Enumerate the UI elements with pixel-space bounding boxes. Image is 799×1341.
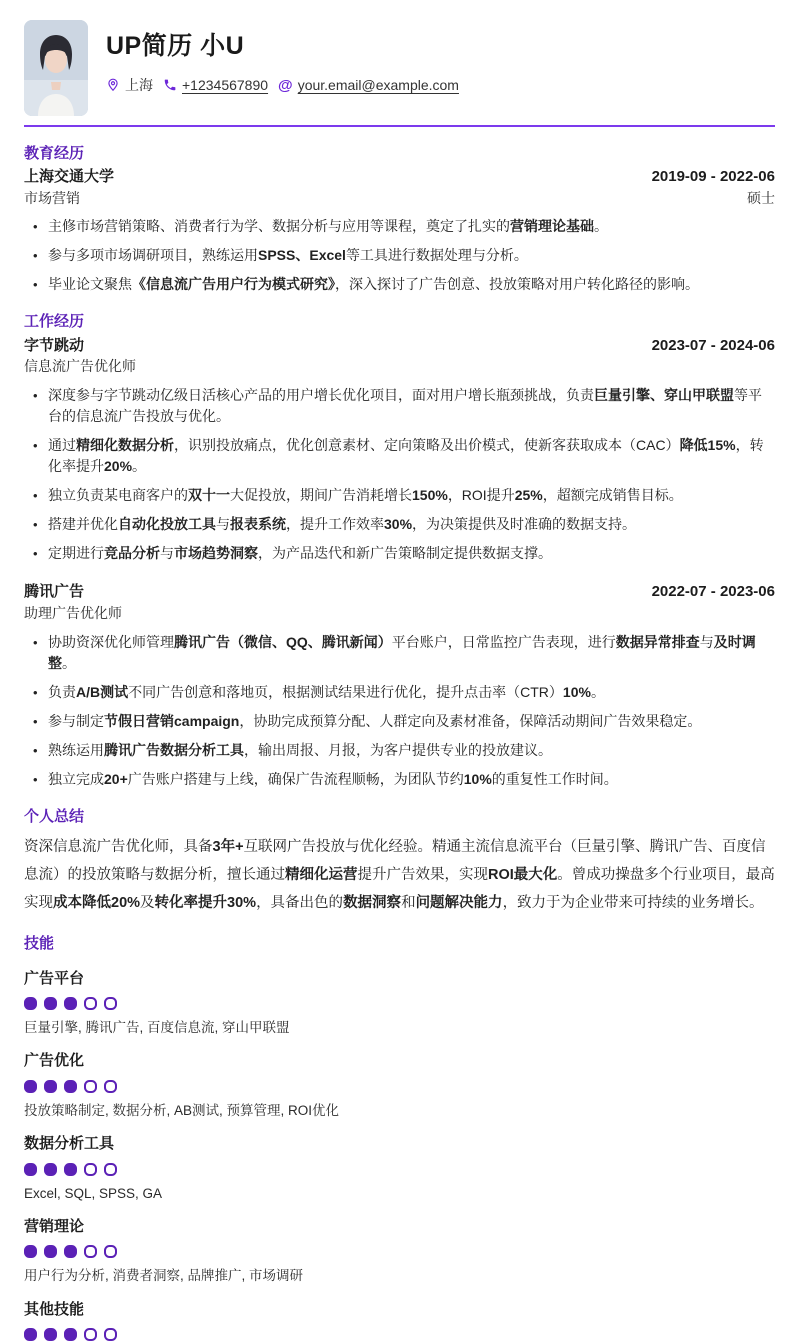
education-degree: 硕士 (747, 189, 775, 206)
skill-name: 数据分析工具 (24, 1135, 115, 1153)
phone-link[interactable]: +1234567890 (182, 77, 269, 93)
skill-dot-filled (64, 1245, 77, 1258)
education-bullets (24, 216, 775, 295)
experience-entry-bytedance (24, 336, 775, 564)
skill-level-dots (24, 1328, 775, 1341)
skill-dot-filled (64, 1328, 77, 1341)
bullet-item: • 负责A/B测试不同广告创意和落地页，根据测试结果进行优化，提升点击率（CTR）10%。 (24, 682, 775, 703)
skill-dot-filled (44, 1163, 57, 1176)
profile-photo-image (24, 20, 88, 116)
skill-dot-filled (24, 1245, 37, 1258)
skill-dot-empty (84, 1328, 97, 1341)
skill-level-dots (24, 1163, 775, 1176)
job-role: 信息流广告优化师 (24, 358, 136, 375)
bullet-item: • 独立负责某电商客户的双十一大促投放，期间广告消耗增长150%，ROI提升25%，超额完成销售目标。 (24, 485, 775, 506)
job-bullets (24, 632, 775, 790)
skill-dot-filled (64, 1163, 77, 1176)
bullet-item: • 毕业论文聚焦《信息流广告用户行为模式研究》，深入探讨了广告创意、投放策略对用户转化路径的影响。 (24, 274, 775, 295)
skill-dot-empty (104, 1328, 117, 1341)
skill-dot-filled (24, 1328, 37, 1341)
experience-section-title: 工作经历 (24, 313, 85, 331)
skill-level-dots (24, 1245, 775, 1258)
header-divider (24, 125, 775, 127)
job-role: 助理广告优化师 (24, 604, 122, 621)
skill-name: 其他技能 (24, 1300, 85, 1318)
skill-keywords: 用户行为分析, 消费者洞察, 品牌推广, 市场调研 (24, 1268, 304, 1284)
bullet-item: • 搭建并优化自动化投放工具与报表系统，提升工作效率30%，为决策提供及时准确的数据支持。 (24, 514, 775, 535)
job-bullets (24, 385, 775, 564)
education-section (24, 144, 775, 296)
job-date: 2023-07 - 2024-06 (651, 336, 775, 354)
experience-entry-tencent (24, 582, 775, 789)
skill-dot-filled (24, 1080, 37, 1093)
skills-section (24, 934, 775, 1341)
phone-item (163, 77, 268, 93)
skill-dot-empty (104, 1080, 117, 1093)
skill-dot-filled (24, 997, 37, 1010)
skill-dot-filled (24, 1163, 37, 1176)
bullet-item: • 参与多项市场调研项目，熟练运用SPSS、Excel等工具进行数据处理与分析。 (24, 245, 775, 266)
skill-dot-empty (84, 1163, 97, 1176)
company-name: 腾讯广告 (24, 583, 85, 601)
location-pin-icon (106, 78, 120, 92)
skill-name: 广告平台 (24, 969, 85, 987)
job-date: 2022-07 - 2023-06 (651, 583, 775, 601)
header (24, 20, 775, 116)
email-item (278, 77, 459, 93)
bullet-item: • 熟练运用腾讯广告数据分析工具，输出周报、月报，为客户提供专业的投放建议。 (24, 740, 775, 761)
bullet-item: • 通过精细化数据分析，识别投放痛点，优化创意素材、定向策略及出价模式，使新客获取成本（CAC）降低15%，转化率提升20%。 (24, 435, 775, 477)
school-name: 上海交通大学 (24, 168, 115, 185)
at-sign-icon: @ (278, 76, 293, 94)
skill-level-dots (24, 1080, 775, 1093)
summary-section (24, 807, 775, 918)
skill-dot-filled (44, 997, 57, 1010)
skill-level-dots (24, 997, 775, 1010)
bullet-item: • 参与制定节假日营销campaign，协助完成预算分配、人群定向及素材准备，保障活动期间广告效果稳定。 (24, 711, 775, 732)
skill-keywords: 巨量引擎, 腾讯广告, 百度信息流, 穿山甲联盟 (24, 1019, 290, 1035)
skill-dot-filled (64, 1080, 77, 1093)
skill-block-ad-optimization (24, 1051, 775, 1119)
education-date: 2019-09 - 2022-06 (651, 168, 775, 185)
summary-text: 资深信息流广告优化师，具备3年+互联网广告投放与优化经验。精通主流信息流平台（巨量引擎、腾讯广告、百度信息流）的投放策略与数据分析，擅长通过精细化运营提升广告效果，实现ROI最大化。曾成功操盘多个行业项目，最高实现成本降低20%及转化率提升30%，具备出色的数据洞察和问题解决能力，致力于为企业带来可持续的业务增长。 (24, 839, 775, 912)
candidate-name: UP简历 小U (106, 32, 245, 60)
skill-dot-empty (104, 997, 117, 1010)
skill-dot-filled (44, 1080, 57, 1093)
location-item (106, 75, 153, 95)
email-link[interactable]: your.email@example.com (297, 77, 459, 93)
education-entry (24, 167, 775, 295)
skill-block-data-tools (24, 1134, 775, 1202)
profile-photo (24, 20, 88, 116)
bullet-item: • 独立完成20+广告账户搭建与上线，确保广告流程顺畅，为团队节约10%的重复性工作时间。 (24, 769, 775, 790)
skill-keywords: Excel, SQL, SPSS, GA (24, 1185, 163, 1201)
experience-section (24, 312, 775, 789)
phone-icon (163, 78, 177, 92)
skill-dot-empty (104, 1163, 117, 1176)
education-section-title: 教育经历 (24, 144, 85, 162)
skill-dot-empty (84, 1245, 97, 1258)
skill-dot-empty (104, 1245, 117, 1258)
skill-block-ad-platforms (24, 969, 775, 1037)
bullet-item: • 协助资深优化师管理腾讯广告（微信、QQ、腾讯新闻）平台账户，日常监控广告表现，进行数据异常排查与及时调整。 (24, 632, 775, 674)
contact-row (106, 75, 459, 95)
skill-name: 广告优化 (24, 1052, 85, 1070)
skill-name: 营销理论 (24, 1218, 85, 1236)
skill-dot-filled (44, 1328, 57, 1341)
skill-dot-empty (84, 997, 97, 1010)
header-info (106, 20, 459, 95)
education-major: 市场营销 (24, 189, 80, 206)
bullet-item: • 主修市场营销策略、消费者行为学、数据分析与应用等课程，奠定了扎实的营销理论基础。 (24, 216, 775, 237)
bullet-item: • 定期进行竞品分析与市场趋势洞察，为产品迭代和新广告策略制定提供数据支撑。 (24, 543, 775, 564)
skill-dot-empty (84, 1080, 97, 1093)
skills-section-title: 技能 (24, 935, 55, 953)
skill-block-other-skills (24, 1300, 775, 1341)
skill-dot-filled (44, 1245, 57, 1258)
skill-keywords: 投放策略制定, 数据分析, AB测试, 预算管理, ROI优化 (24, 1102, 340, 1118)
location-text: 上海 (125, 77, 153, 93)
summary-section-title: 个人总结 (24, 807, 85, 825)
company-name: 字节跳动 (24, 336, 85, 354)
bullet-item: • 深度参与字节跳动亿级日活核心产品的用户增长优化项目，面对用户增长瓶颈挑战，负责巨量引擎、穿山甲联盟等平台的信息流广告投放与优化。 (24, 385, 775, 427)
skill-block-marketing-theory (24, 1217, 775, 1285)
skill-dot-filled (64, 997, 77, 1010)
